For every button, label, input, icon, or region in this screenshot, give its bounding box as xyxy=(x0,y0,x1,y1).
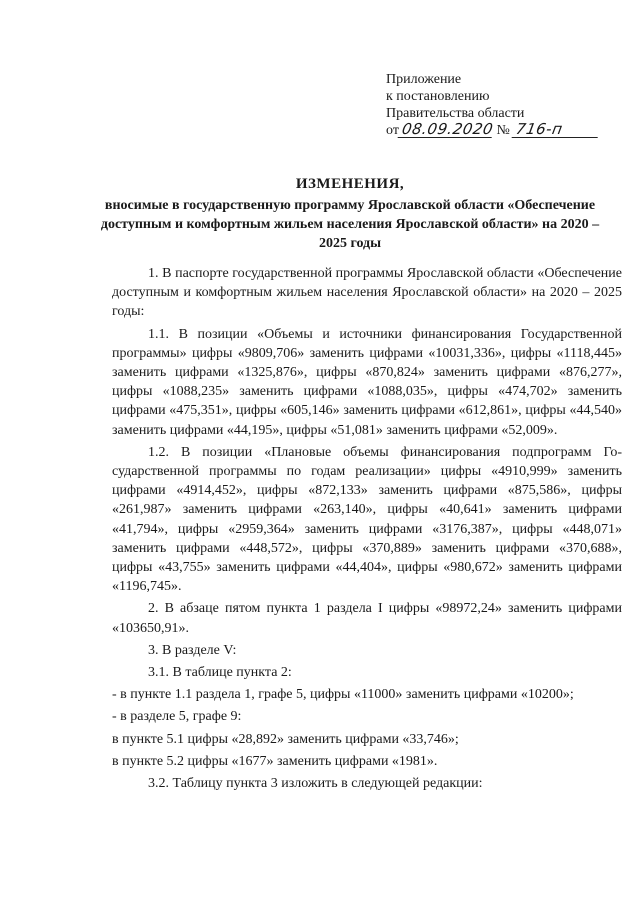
paragraph-1: 1. В паспорте государственной программы Ярославской области «Обеспечение доступным и комфортным жильем населения Ярославской области» на 2020 – 2025 годы: xyxy=(112,266,622,320)
paragraph-3-1: 3.1. В таблице пункта 2: xyxy=(148,665,292,681)
appendix-line-3: Правительства области xyxy=(386,106,525,121)
appendix-block xyxy=(386,71,599,139)
paragraph-1-1: 1.1. В позиции «Объемы и источники финансирования Государственной программы» цифры «9809,706» заменить цифрами «10031,336», цифры «1118,445» заменить цифрами «1325,876», цифры «870,824» заменить цифрами «876,277», цифры «1088,235» заменить цифрами «1088,035», цифры «474,702» заменить цифрами «475,351», цифры «605,146» заменить цифрами «612,861», цифры «44,540» заменить цифрами «44,195», цифры «51,081» заменить цифрами «52,009». xyxy=(112,326,622,438)
paragraph-3-1-item-2: - в разделе 5, графе 9: xyxy=(112,709,242,725)
document-title: ИЗМЕНЕНИЯ, xyxy=(295,176,405,192)
number-prefix: № xyxy=(496,123,510,138)
appendix-date-line xyxy=(386,122,599,139)
paragraph-3-1-item-4: в пункте 5.2 цифры «1677» заменить цифрами «1981». xyxy=(112,753,438,769)
appendix-line-1: Приложение xyxy=(386,72,462,87)
document-body xyxy=(112,264,622,796)
paragraph-2: 2. В абзаце пятом пункта 1 раздела I цифры «98972,24» заменить цифрами «103650,91». xyxy=(112,601,622,636)
paragraph-3: 3. В разделе V: xyxy=(148,642,237,658)
paragraph-1-2: 1.2. В позиции «Плановые объемы финансирования подпрограмм Государственной программы по годам реализации» цифры «4910,999» заменить цифрами «4914,452», цифры «872,133» заменить цифрами «875,586», цифры «261,987» заменить цифрами «263,140», цифры «40,641» заменить цифрами «41,794», цифры «2959,364» заменить цифрами «3176,387», цифры «448,071» заменить цифрами «448,572», цифры «370,889» заменить цифрами «370,688», цифры «43,755» заменить цифрами «44,404», цифры «980,672» заменить цифрами «1196,745». xyxy=(112,444,622,595)
document-subtitle: вносимые в государственную программу Ярославской области «Обеспечение доступным и комфортным жильем населения Ярославской области» на 2020 – 2025 годы xyxy=(100,198,600,251)
paragraph-3-1-item-1: - в пункте 1.1 раздела 1, графе 5, цифры «11000» заменить цифрами «10200»; xyxy=(112,687,574,703)
paragraph-3-1-item-3: в пункте 5.1 цифры «28,892» заменить цифрами «33,746»; xyxy=(112,731,459,747)
paragraph-3-2: 3.2. Таблицу пункта 3 изложить в следующей редакции: xyxy=(148,776,483,792)
date-prefix: от xyxy=(386,123,399,138)
handwritten-date: 08.09.2020 xyxy=(398,122,495,138)
handwritten-number: 716-п xyxy=(512,122,601,138)
appendix-line-2: к постановлению xyxy=(386,89,490,104)
